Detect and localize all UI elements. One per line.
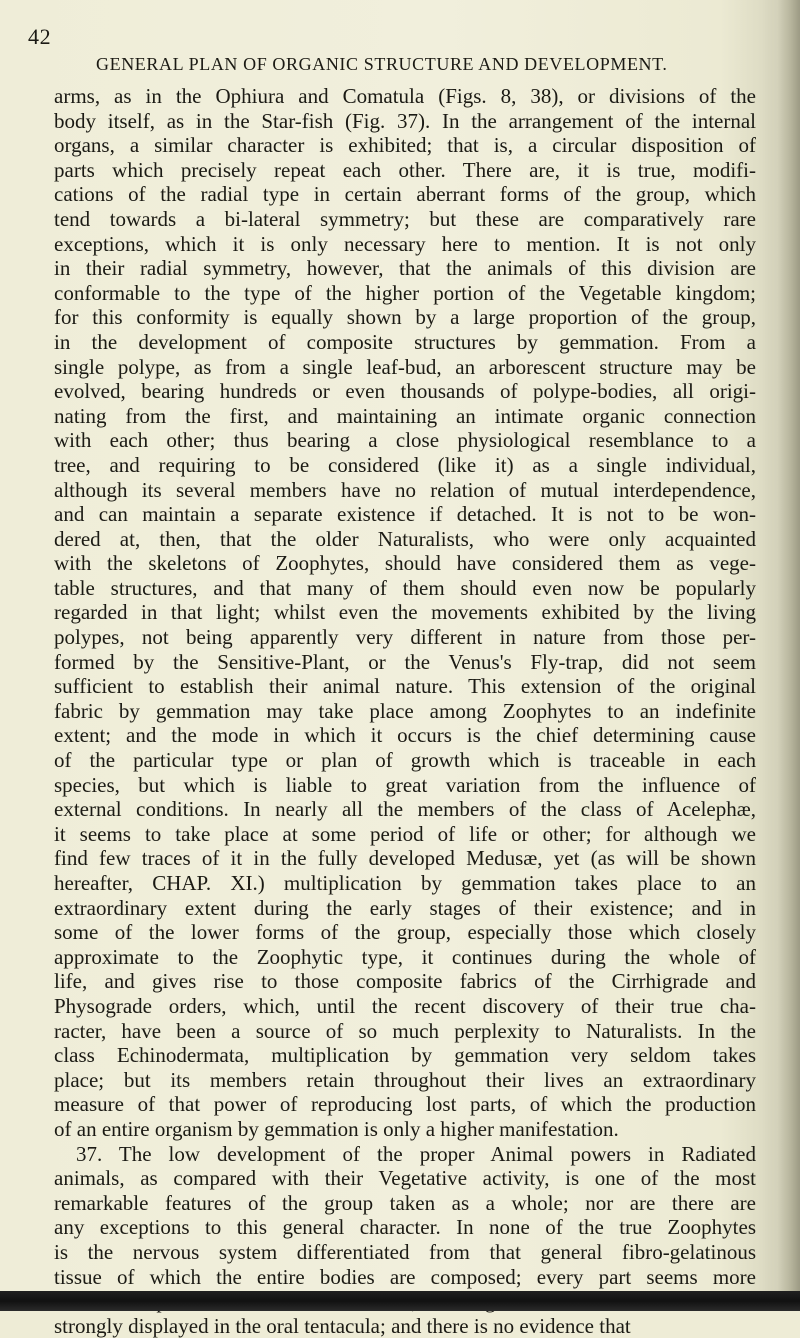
running-head: GENERAL PLAN OF ORGANIC STRUCTURE AND DEVELOPMENT.: [96, 54, 668, 74]
text-line: Physograde orders, which, until the recent discovery of their true cha-: [54, 993, 756, 1018]
text-line: although its several members have no relation of mutual interdependence,: [54, 477, 756, 502]
text-line: evolved, bearing hundreds or even thousands of polype-bodies, all origi-: [54, 379, 756, 404]
text-line: conformable to the type of the higher portion of the Vegetable kingdom;: [54, 280, 756, 305]
bottom-binding-bar: [0, 1291, 800, 1311]
text-line: with the skeletons of Zoophytes, should have considered them as vege-: [54, 551, 756, 576]
page-number: 42: [28, 24, 52, 49]
text-line: organs, a similar character is exhibited; that is, a circular disposition of: [54, 133, 756, 158]
text-line: with each other; thus bearing a close physiological resemblance to a: [54, 428, 756, 453]
text-line: any exceptions to this general character. In none of the true Zoophytes: [54, 1215, 756, 1240]
text-line: in their radial symmetry, however, that the animals of this division are: [54, 256, 756, 281]
text-line: and can maintain a separate existence if detached. It is not to be won-: [54, 502, 756, 527]
text-line: of the particular type or plan of growth which is traceable in each: [54, 748, 756, 773]
text-line: sufficient to establish their animal nature. This extension of the original: [54, 674, 756, 699]
text-line: species, but which is liable to great variation from the influence of: [54, 772, 756, 797]
text-line: approximate to the Zoophytic type, it continues during the whole of: [54, 944, 756, 969]
text-line: animals, as compared with their Vegetative activity, is one of the most: [54, 1166, 756, 1191]
text-line: some of the lower forms of the group, especially those which closely: [54, 920, 756, 945]
text-line: exceptions, which it is only necessary here to mention. It is not only: [54, 231, 756, 256]
text-line: dered at, then, that the older Naturalists, who were only acquainted: [54, 526, 756, 551]
text-line: measure of that power of reproducing lost parts, of which the production: [54, 1092, 756, 1117]
text-line: life, and gives rise to those composite fabrics of the Cirrhigrade and: [54, 969, 756, 994]
text-line: 37. The low development of the proper Animal powers in Radiated: [76, 1141, 756, 1166]
text-line: regarded in that light; whilst even the movements exhibited by the living: [54, 600, 756, 625]
text-line: formed by the Sensitive-Plant, or the Venus's Fly-trap, did not seem: [54, 649, 756, 674]
text-line: find few traces of it in the fully developed Medusæ, yet (as will be shown: [54, 846, 756, 871]
text-line: body itself, as in the Star-fish (Fig. 37). In the arrangement of the internal: [54, 108, 756, 133]
text-line: extraordinary extent during the early stages of their existence; and in: [54, 895, 756, 920]
text-line: parts which precisely repeat each other. There are, it is true, modifi-: [54, 157, 756, 182]
text-line: fabric by gemmation may take place among Zoophytes to an indefinite: [54, 698, 756, 723]
page-edge-shadow: [762, 0, 800, 1311]
text-line: table structures, and that many of them should even now be popularly: [54, 575, 756, 600]
text-line: is the nervous system differentiated from that general fibro-gelatinous: [54, 1239, 756, 1264]
text-line: polypes, not being apparently very different in nature from those per-: [54, 625, 756, 650]
text-line: class Echinodermata, multiplication by gemmation very seldom takes: [54, 1043, 756, 1068]
text-line: tissue of which the entire bodies are composed; every part seems more: [54, 1264, 756, 1289]
text-line: racter, have been a source of so much perplexity to Naturalists. In the: [54, 1018, 756, 1043]
text-line: cations of the radial type in certain aberrant forms of the group, which: [54, 182, 756, 207]
text-line: single polype, as from a single leaf-bud, an arborescent structure may be: [54, 354, 756, 379]
text-line: extent; and the mode in which it occurs is the chief determining cause: [54, 723, 756, 748]
text-line: place; but its members retain throughout their lives an extraordinary: [54, 1067, 756, 1092]
body-text: [54, 84, 756, 1338]
text-line: nating from the first, and maintaining an intimate organic connection: [54, 403, 756, 428]
text-line: tree, and requiring to be considered (like it) as a single individual,: [54, 452, 756, 477]
text-line: remarkable features of the group taken as a whole; nor are there are: [54, 1190, 756, 1215]
text-line: arms, as in the Ophiura and Comatula (Figs. 8, 38), or divisions of the: [54, 84, 756, 108]
page-header: [28, 24, 768, 74]
text-line: for this conformity is equally shown by a large proportion of the group,: [54, 305, 756, 330]
text-line: tend towards a bi-lateral symmetry; but these are comparatively rare: [54, 206, 756, 231]
text-line: of an entire organism by gemmation is only a higher manifestation.: [54, 1116, 619, 1141]
text-line: external conditions. In nearly all the members of the class of Acelephæ,: [54, 797, 756, 822]
text-line: strongly displayed in the oral tentacula; and there is no evidence that: [54, 1313, 631, 1338]
text-line: in the development of composite structures by gemmation. From a: [54, 329, 756, 354]
text-line: hereafter, CHAP. XI.) multiplication by gemmation takes place to an: [54, 871, 756, 895]
text-line: it seems to take place at some period of life or other; for although we: [54, 821, 756, 846]
